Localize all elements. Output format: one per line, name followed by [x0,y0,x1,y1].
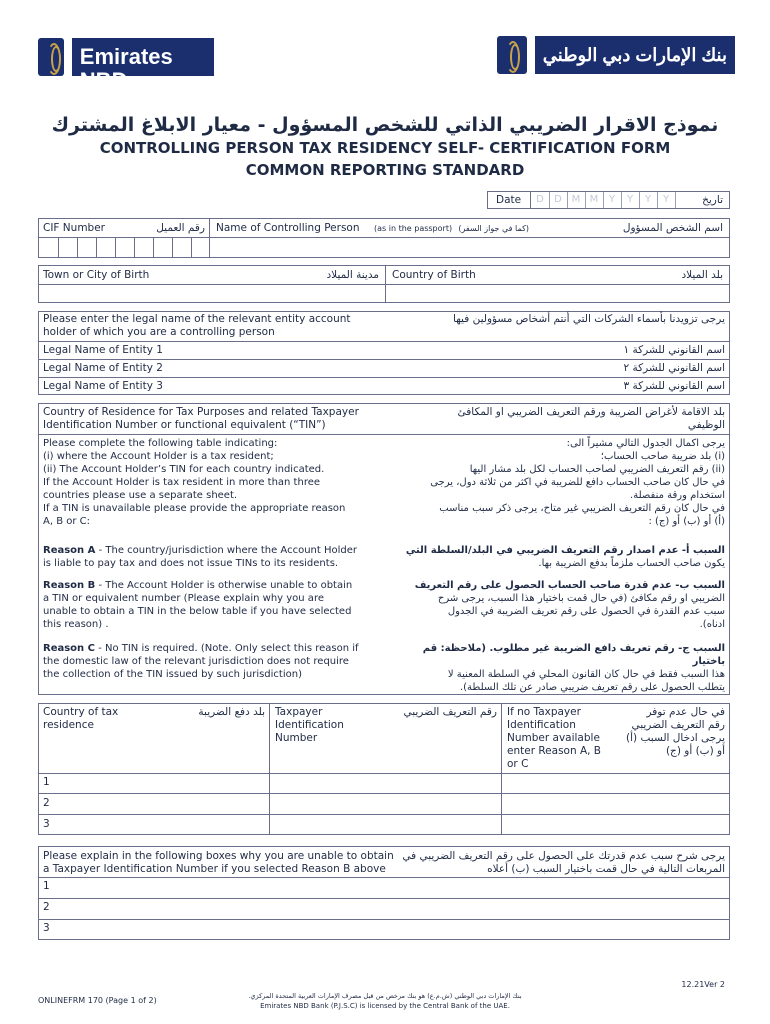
date-box[interactable]: Y [603,192,622,208]
reason-b-ar-4: ادناه). [699,619,725,630]
explain-row-3-number: 3 [43,922,50,934]
tin-col2-en-3: Number [275,732,318,744]
explain-row-3-input[interactable] [55,920,728,939]
town-label-en: Town or City of Birth [43,269,150,281]
cif-field[interactable] [38,218,210,258]
footer-license-en: Emirates NBD Bank (P.J.S.C) is licensed by the Central Bank of the UAE. [260,1002,510,1010]
reason-c-ar-1: السبب ج- رقم تعريف دافع الضريبة غير مطلوب. (ملاحظة: قم باختيار [422,643,725,667]
tin-col3-ar-1: في حال عدم توفر [646,706,725,718]
reason-a-en [43,544,373,570]
explain-row-1-input[interactable] [55,878,728,897]
brand-mark-icon [38,38,64,76]
date-box[interactable]: Y [639,192,658,208]
tin-col3-ar-4: أو (ب) أو (ج) [665,745,725,757]
tin-col1-en-1: Country of tax [43,706,119,718]
entity-3-label-ar: اسم القانوني للشركة ٣ [623,380,725,392]
entity-2-input[interactable] [189,360,589,377]
reason-b-ar-2: الضريبي او رقم مكافئ (في حال قمت باختيار هذا السبب، يرجى شرح [437,593,725,604]
explain-row-2-input[interactable] [55,899,728,918]
emirates-nbd-logo-en [38,36,214,93]
tin-table [38,703,730,835]
entity-2-label-ar: اسم القانوني للشركة ٢ [623,362,725,374]
instr-ar-4: في حال كان صاحب الحساب دافع للضريبة في اكثر من ثلاثة دول، يرجى [430,477,725,488]
instr-en-5: countries please use a separate sheet. [43,490,238,501]
emirates-nbd-logo-ar [497,36,735,74]
reason-b-en-4: this reason) . [43,619,109,630]
instr-ar-3: (ii) رقم التعريف الضريبي لصاحب الحساب لكل بلد مشار اليها [469,464,725,475]
date-box[interactable]: Y [657,192,676,208]
instr-ar-1: يرجى اكمال الجدول التالي مشيراً الى: [566,438,725,449]
reason-b-en-2: a TIN or equivalent number (Please explain why you are [43,593,324,604]
tin-col3-en-4: enter Reason A, B [507,745,602,757]
residence-heading-en-1: Country of Residence for Tax Purposes and related Taxpayer [43,406,359,418]
brand-name-en: Emirates NBD [72,38,214,76]
controlling-person-label-ar: اسم الشخص المسؤول [622,222,723,234]
country-label-ar: بلد الميلاد [681,269,723,281]
residence-heading-ar-1: بلد الاقامة لأغراض الضريبة ورقم التعريف الضريبي او المكافئ [457,406,725,418]
footer-version: 12.21Ver 2 [681,980,725,989]
tin-col3-en-3: Number available [507,732,600,744]
tin-col2-ar: رقم التعريف الضريبي [403,706,497,718]
tin-row-2-input[interactable] [40,794,728,813]
date-box[interactable]: M [567,192,586,208]
tin-col2-en-1: Taxpayer [275,706,323,718]
instr-en-1: Please complete the following table indicating: [43,438,278,449]
town-of-birth-field[interactable] [38,265,386,303]
form-title-en-line1: CONTROLLING PERSON TAX RESIDENCY SELF- CERTIFICATION FORM [99,139,671,157]
reason-c-ar [395,642,725,694]
explain-row-1-number: 1 [43,880,50,892]
instr-en-2: (i) where the Account Holder is a tax resident; [43,451,274,462]
explain-ar-2: المربعات التالية في حال قمت باختيار السبب (ب) أعلاه [487,863,725,875]
residence-heading-ar-2: الوظيفي [687,419,725,431]
date-field[interactable] [487,191,730,209]
entity-1-label-en: Legal Name of Entity 1 [43,344,163,356]
date-box[interactable]: Y [621,192,640,208]
reason-c-ar-3: يتطلب الحصول على رقم تعريف ضريبي صادر عن تلك السلطة). [459,682,725,693]
tin-row-3-number: 3 [43,818,50,830]
controlling-person-name-field[interactable] [209,218,730,258]
instr-ar-6: في حال كان رقم التعريف الضريبي غير متاح، يرجى ذكر سبب مناسب [439,503,725,514]
entity-intro-ar: يرجى تزويدنا بأسماء الشركات التي أنتم أشخاص مسؤولين فيها [453,313,725,325]
instr-en-6: If a TIN is unavailable please provide the appropriate reason [43,503,346,514]
brand-mark-icon [497,36,527,74]
tin-col3-en-5: or C [507,758,529,770]
reason-c-en-1: - No TIN is required. (Note. Only select this reason if [95,643,359,654]
tin-col2-en-2: Identification [275,719,344,731]
tin-row-1-number: 1 [43,776,50,788]
cif-label-en: CIF Number [43,222,105,234]
reason-b-head: Reason B [43,580,96,591]
tin-col3-ar-3: يرجى ادخال السبب (أ) [626,732,725,744]
tin-col3-en-2: Identification [507,719,576,731]
reason-a-ar [395,544,725,570]
reason-c-en-2: the domestic law of the relevant jurisdiction does not require [43,656,349,667]
reason-b-en-3: unable to obtain a TIN in the below table if you have selected [43,606,352,617]
entity-2-label-en: Legal Name of Entity 2 [43,362,163,374]
date-label-en: Date [496,194,522,206]
reason-b-ar-3: سبب عدم القدرة في الحصول على رقم تعريف الضريبة في الجدول [447,606,725,617]
reason-a-en-2: is liable to pay tax and does not issue TINs to its residents. [43,558,339,569]
reason-b-ar [395,579,725,631]
tin-col3-ar-2: رقم التعريف الضريبي [631,719,725,731]
tin-row-3-input[interactable] [40,815,728,834]
entity-3-input[interactable] [189,378,589,395]
entity-intro-en-2: holder of which you are a controlling person [43,326,275,338]
explain-row-2-number: 2 [43,901,50,913]
entity-1-label-ar: اسم القانوني للشركة ١ [623,344,725,356]
reason-b-en [43,579,373,631]
instr-ar-5: استخدام ورقة منفصلة. [630,490,725,501]
controlling-person-hint-ar: (كما في جواز السفر) [458,224,529,233]
explain-section [38,846,730,940]
explain-en-2: a Taxpayer Identification Number if you selected Reason B above [43,863,386,875]
reason-a-ar-1: السبب أ- عدم اصدار رقم التعريف الضريبي في البلد/السلطة التي [405,545,725,556]
instr-en-7: A, B or C: [43,516,90,527]
reason-c-en [43,642,373,681]
residence-heading-en-2: Identification Number or functional equivalent (“TIN”) [43,419,326,431]
country-label-en: Country of Birth [392,269,476,281]
tin-col3-en-1: If no Taxpayer [507,706,581,718]
entity-1-input[interactable] [189,342,589,359]
date-label-ar: تاريخ [702,194,723,206]
instr-ar-7: (أ) أو (ب) أو (ج) : [648,516,725,527]
footer-form-number: ONLINEFRM 170 (Page 1 of 2) [38,996,157,1005]
country-of-birth-field[interactable] [385,265,730,303]
tax-residence-section [38,403,730,695]
cif-label-ar: رقم العميل [156,222,205,234]
brand-name-ar: بنك الإمارات دبي الوطني [535,36,735,74]
tin-row-1-input[interactable] [40,774,728,792]
town-label-ar: مدينة الميلاد [326,269,379,281]
tin-col1-en-2: residence [43,719,94,731]
reason-c-head: Reason C [43,643,95,654]
instr-en-3: (ii) The Account Holder’s TIN for each country indicated. [43,464,325,475]
entity-intro-en-1: Please enter the legal name of the relevant entity account [43,313,351,325]
explain-ar-1: يرجى شرح سبب عدم قدرتك على الحصول على رقم التعريف الضريبي في [402,850,725,862]
form-title-en-line2: COMMON REPORTING STANDARD [245,161,525,179]
explain-en-1: Please explain in the following boxes why you are unable to obtain [43,850,394,862]
reason-b-en-1: - The Account Holder is otherwise unable to obtain [95,580,353,591]
reason-c-ar-2: هذا السبب فقط في حال كان القانون المحلي في السلطة المعنية لا [447,669,725,680]
entity-section [38,311,730,395]
reason-a-ar-2: يكون صاحب الحساب ملزماً بدفع الضريبة بها. [538,558,725,569]
tin-col1-ar: بلد دفع الضريبة [198,706,265,718]
controlling-person-label-en: Name of Controlling Person [216,222,360,234]
instr-ar-2: (i) بلد ضريبة صاحب الحساب؛ [600,451,725,462]
entity-3-label-en: Legal Name of Entity 3 [43,380,163,392]
date-box[interactable]: D [531,192,550,208]
reason-a-en-1: - The country/jurisdiction where the Account Holder [95,545,357,556]
date-box[interactable]: M [585,192,604,208]
reason-a-head: Reason A [43,545,96,556]
controlling-person-hint-en: (as in the passport) [374,224,453,233]
footer-license-ar: بنك الإمارات دبي الوطني (ش.م.ع) هو بنك مرخص من قبل مصرف الإمارات العربية المتحدة المركزي. [248,992,522,1000]
form-title-ar: نموذج الاقرار الضريبي الذاتي للشخص المسؤول - معيار الابلاغ المشترك [51,114,719,136]
date-box[interactable]: D [549,192,568,208]
reason-b-ar-1: السبب ب- عدم قدرة صاحب الحساب الحصول على رقم التعريف [414,580,725,591]
reason-c-en-3: the collection of the TIN issued by such jurisdiction) [43,669,302,680]
instr-en-4: If the Account Holder is tax resident in more than three [43,477,321,488]
tin-row-2-number: 2 [43,797,50,809]
